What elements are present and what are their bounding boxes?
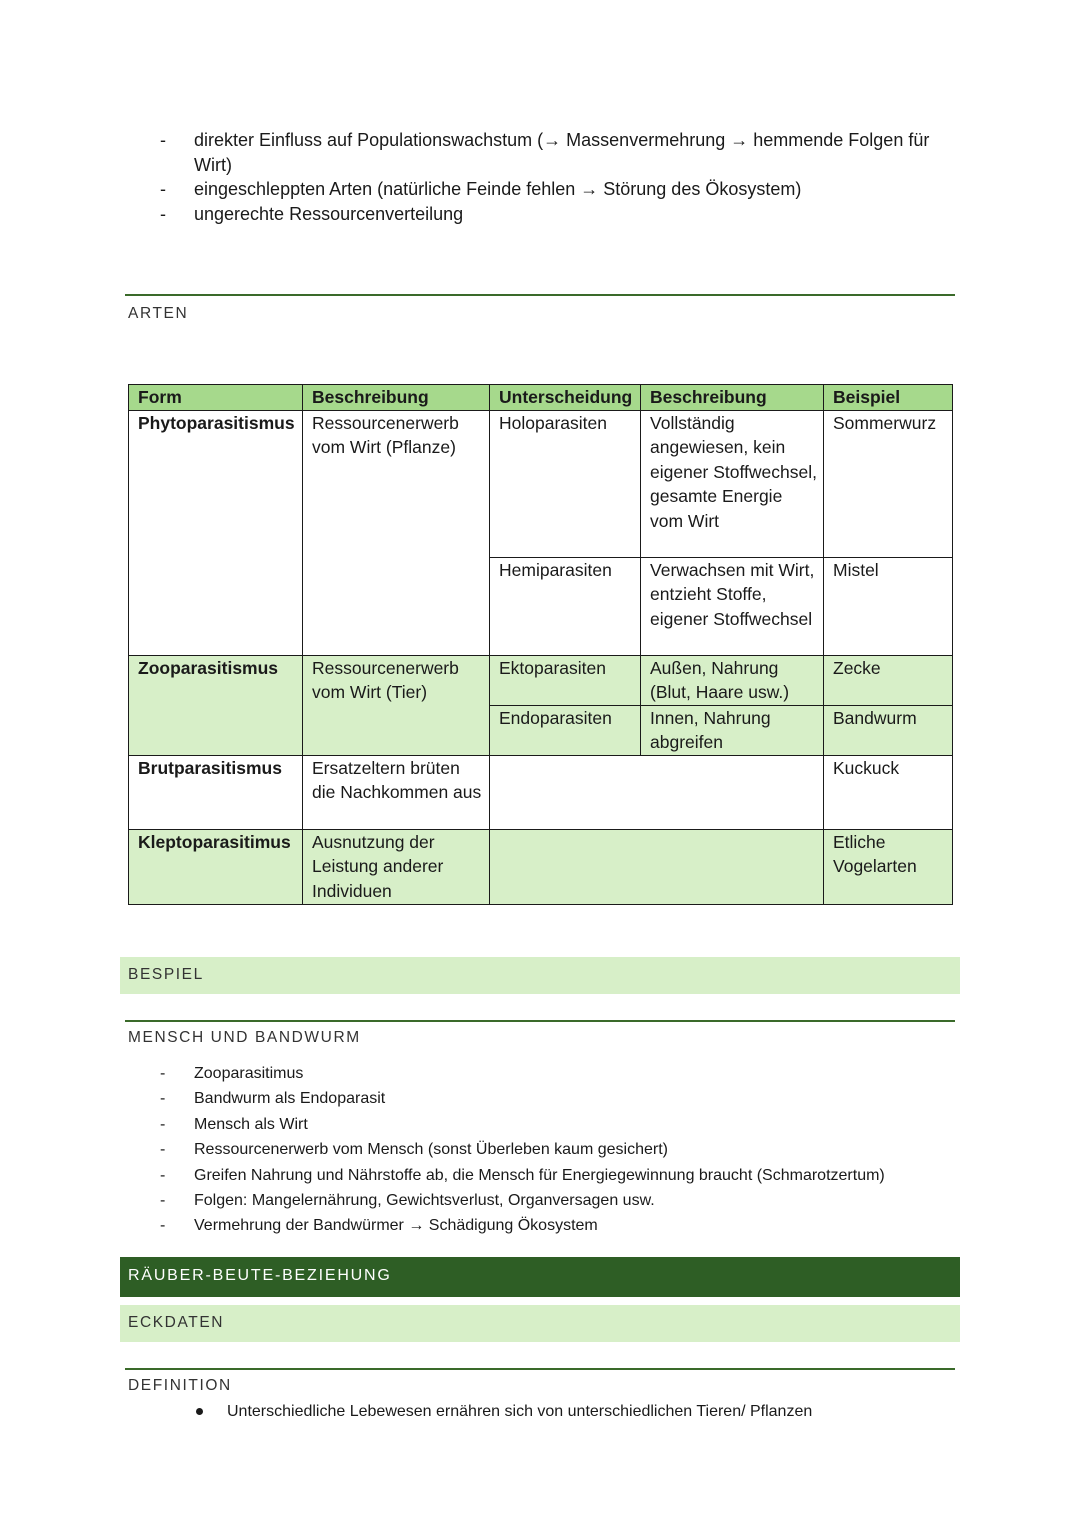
eckdaten-band	[120, 1305, 960, 1342]
bespiel-heading: BESPIEL	[128, 966, 204, 983]
example-cell: Zecke	[824, 655, 953, 705]
section-divider	[125, 1020, 955, 1022]
definition-heading: DEFINITION	[128, 1377, 232, 1394]
section-divider	[125, 294, 955, 296]
table-row	[129, 829, 953, 904]
form-cell: Zooparasitismus	[129, 655, 303, 755]
table-row	[129, 655, 953, 705]
subtype-description-cell: Innen, Nahrung abgreifen	[641, 705, 824, 755]
form-cell: Brutparasitismus	[129, 755, 303, 829]
form-cell: Phytoparasitismus	[129, 410, 303, 655]
eckdaten-heading: ECKDATEN	[128, 1314, 225, 1331]
header-form: Form	[129, 385, 303, 411]
subtype-cell: Holoparasiten	[490, 410, 641, 557]
intro-bullet-list	[160, 128, 960, 226]
list-item: - eingeschleppten Arten (natürliche Feinde fehlen → Störung des Ökosystem)	[160, 177, 960, 202]
description-cell: Ausnutzung der Leistung anderer Individuen	[303, 829, 490, 904]
example-cell: Bandwurm	[824, 705, 953, 755]
subtype-description-cell: Verwachsen mit Wirt, entzieht Stoffe, eigener Stoffwechsel	[641, 557, 824, 655]
definition-text: Unterschiedliche Lebewesen ernähren sich von unterschiedlichen Tieren/ Pflanzen	[227, 1403, 813, 1420]
form-cell: Kleptoparasitimus	[129, 829, 303, 904]
description-cell: Ressourcenerwerb vom Wirt (Tier)	[303, 655, 490, 755]
list-item: - Zooparasitimus	[160, 1061, 960, 1086]
mensch-heading: MENSCH UND BANDWURM	[128, 1029, 361, 1046]
list-item: - direkter Einfluss auf Populationswachstum (→ Massenvermehrung → hemmende Folgen für Wirt)	[160, 128, 960, 177]
table-header-row	[129, 385, 953, 411]
subtype-cell: Endoparasiten	[490, 705, 641, 755]
bullet-dot-icon	[196, 1408, 203, 1415]
header-beschreibung: Beschreibung	[303, 385, 490, 411]
section-divider	[125, 1368, 955, 1370]
list-item: - Folgen: Mangelernährung, Gewichtsverlust, Organversagen usw.	[160, 1188, 960, 1213]
empty-cell	[490, 755, 824, 829]
parasitism-types-table	[128, 384, 953, 905]
subtype-cell: Ektoparasiten	[490, 655, 641, 705]
list-item: - ungerechte Ressourcenverteilung	[160, 202, 960, 227]
header-beispiel: Beispiel	[824, 385, 953, 411]
header-unterscheidung: Unterscheidung	[490, 385, 641, 411]
example-cell: Sommerwurz	[824, 410, 953, 557]
description-cell: Ressourcenerwerb vom Wirt (Pflanze)	[303, 410, 490, 655]
example-cell: Etliche Vogelarten	[824, 829, 953, 904]
mensch-bullet-list	[160, 1061, 960, 1239]
table-row	[129, 755, 953, 829]
list-item: - Bandwurm als Endoparasit	[160, 1086, 960, 1111]
example-cell: Mistel	[824, 557, 953, 655]
subtype-cell: Hemiparasiten	[490, 557, 641, 655]
list-item: - Ressourcenerwerb vom Mensch (sonst Überleben kaum gesichert)	[160, 1137, 960, 1162]
example-cell: Kuckuck	[824, 755, 953, 829]
list-item: - Vermehrung der Bandwürmer → Schädigung Ökosystem	[160, 1213, 960, 1238]
header-beschreibung-2: Beschreibung	[641, 385, 824, 411]
arten-heading: ARTEN	[128, 305, 189, 322]
raeuber-beute-band	[120, 1257, 960, 1297]
list-item: - Greifen Nahrung und Nährstoffe ab, die Mensch für Energiegewinnung braucht (Schmarotzertum)	[160, 1163, 960, 1188]
subtype-description-cell: Außen, Nahrung (Blut, Haare usw.)	[641, 655, 824, 705]
raeuber-beute-heading: RÄUBER-BEUTE-BEZIEHUNG	[128, 1267, 392, 1284]
bespiel-band	[120, 957, 960, 994]
subtype-description-cell: Vollständig angewiesen, kein eigener Stoffwechsel, gesamte Energie vom Wirt	[641, 410, 824, 557]
list-item: - Mensch als Wirt	[160, 1112, 960, 1137]
empty-cell	[490, 829, 824, 904]
table-row	[129, 410, 953, 557]
description-cell: Ersatzeltern brüten die Nachkommen aus	[303, 755, 490, 829]
